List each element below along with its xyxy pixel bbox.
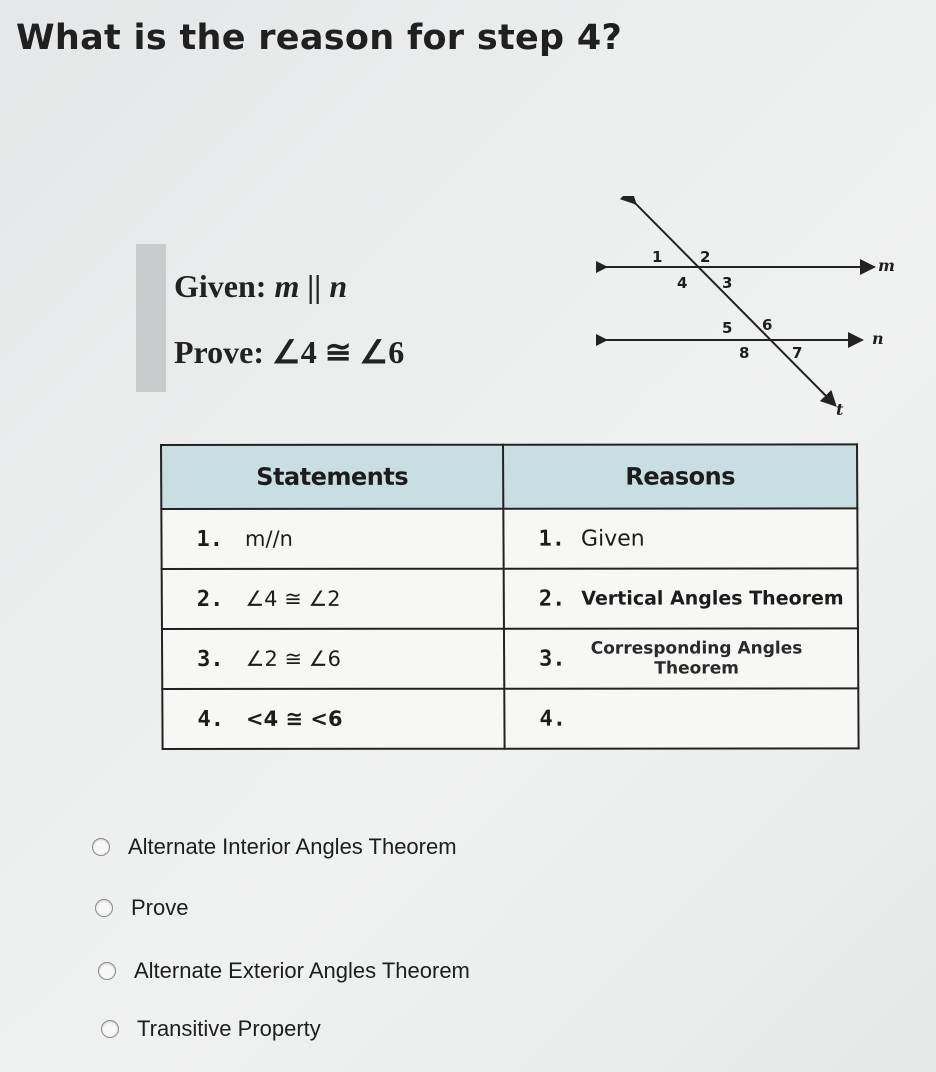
radio-button[interactable] [92,838,110,856]
statement-cell [162,569,504,629]
reason-cell [503,508,857,568]
reason-text: Given [580,526,645,552]
option-label[interactable]: Prove [131,895,189,920]
statement-number: 3. [197,646,224,672]
diagram-svg [596,196,916,426]
option-label[interactable]: Alternate Interior Angles Theorem [128,834,457,859]
question-title: What is the reason for step 4? [16,18,623,58]
table-row [162,568,858,629]
line-label-m: m [878,256,895,275]
answer-options [92,832,470,1044]
reason-text: Corresponding Angles Theorem [590,638,803,679]
statement-cell [162,629,504,689]
table-row [162,688,858,749]
prove-statement [174,333,404,371]
statement-cell [161,509,503,569]
statement-number: 2. [196,586,224,612]
line-label-t: t [836,400,844,419]
statement-text: m//n [244,526,293,551]
radio-button[interactable] [98,962,116,980]
reason-number: 1. [538,526,566,552]
answer-option-alternate-interior[interactable] [92,832,470,862]
answer-option-transitive[interactable] [101,1014,470,1044]
given-expression: m || n [274,268,348,304]
statement-cell [162,689,504,749]
reason-number: 4. [539,706,566,732]
angle-label-2: 2 [700,248,711,266]
proof-table [160,443,860,750]
statement-number: 4. [197,706,225,732]
prove-expression: ∠4 ≅ ∠6 [272,334,405,370]
given-label: Given: [174,268,267,304]
line-t [634,202,834,404]
answer-option-alternate-exterior[interactable] [98,956,470,986]
reason-cell [504,688,858,748]
radio-button[interactable] [101,1020,119,1038]
angle-label-5: 5 [722,319,733,337]
statement-text: ∠2 ≅ ∠6 [245,646,342,671]
option-label[interactable]: Alternate Exterior Angles Theorem [134,958,470,983]
statement-text: ∠4 ≅ ∠2 [245,586,341,611]
line-label-n: n [872,329,884,348]
reason-cell [504,628,858,688]
reason-number: 3. [539,646,566,672]
angle-label-6: 6 [762,316,773,334]
answer-option-prove[interactable] [95,893,470,923]
reasons-header: Reasons [503,444,857,508]
angle-label-8: 8 [739,344,750,362]
statement-number: 1. [196,526,224,552]
given-panel-bar [136,244,166,392]
radio-button[interactable] [95,899,113,917]
angle-label-1: 1 [652,248,663,266]
prove-label: Prove: [174,334,265,370]
table-row [162,628,858,689]
given-statement [174,268,347,305]
statement-text: <4 ≅ <6 [245,706,343,731]
angle-label-3: 3 [722,274,733,292]
proof-table-header-row [161,444,857,509]
reason-text: Vertical Angles Theorem [581,587,844,610]
table-row [161,508,857,569]
angle-label-7: 7 [792,344,803,362]
reason-number: 2. [538,586,566,612]
parallel-lines-diagram [596,196,916,426]
option-label[interactable]: Transitive Property [137,1016,321,1041]
reason-cell [504,568,858,628]
angle-label-4: 4 [677,274,688,292]
statements-header: Statements [161,445,503,509]
